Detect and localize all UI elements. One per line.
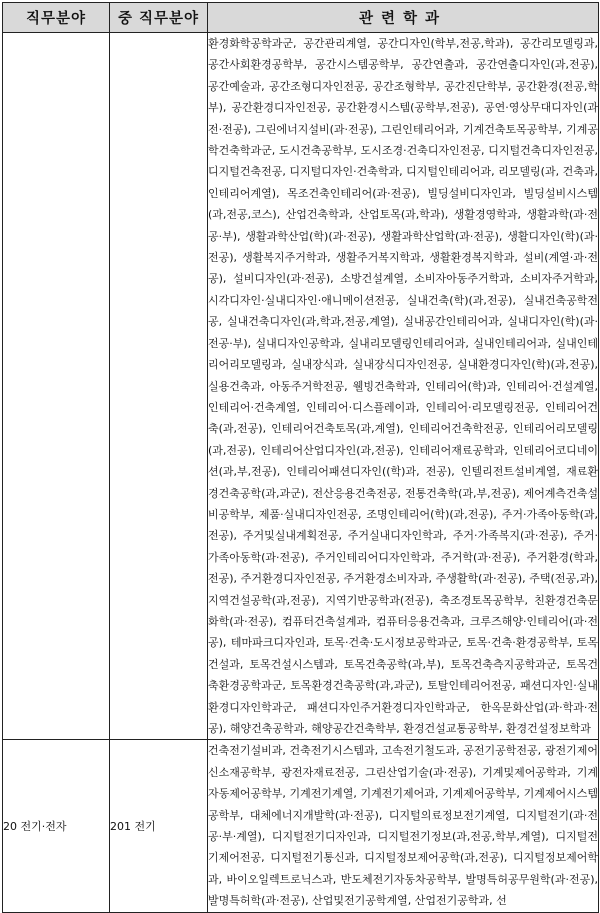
table-row	[3, 33, 599, 740]
majors-table	[2, 2, 599, 913]
related-majors-cell: 환경화학공학과군, 공간관리계열, 공간디자인(학부,전공,학과), 공간리모델링과, 공간사회환경공학부, 공간시스템공학부, 공간연출과, 공간연출디자인(과,전공), 공간예술과, 공간조형디자인전공, 공간조형학부, 공간진단학부, 공간환경(전공,학부), 공간환경디자인전공, 공간환경시스템(공학부,전공), 공연·영상무대디자인(과전·전공), 그린에너지설비(과·전공), 그린인테리어과, 기계건축토목공학부, 기계공학건축학과군, 도시건축공학부, 도시조경·건축디자인전공, 디지털건축디자인전공, 디지털건축전공, 디지털디자인·건축학과, 디지털인테리어과, 리모델링(과, 건축과, 인테리어계열), 목조건축인테리어(과·전공), 빌딩설비디자인과, 빌딩설비시스템(과,전공,코스), 산업건축학과, 산업토목(과,학과), 생활경영학과, 생활과학(과·전공·부), 생활과학산업(학)(과·전공), 생활과학산업학(과·전공), 생활디자인(학)(과·전공), 생활복지주거학과, 생활주거복지학과, 생활환경복지학과, 설비(계열·과·전공), 설비디자인(과·전공), 소방건설계열, 소비자아동주거학과, 소비자주거학과, 시각디자인·실내디자인·애니메이션전공, 실내건축(학)(과,전공), 실내건축공학전공, 실내건축디자인(과,학과,전공,계열), 실내공간인테리어과, 실내디자인(학)(과·전공·부), 실내디자인공학과, 실내리모델링인테리어과, 실내인테리어과, 실내인테리어리모델링과, 실내장식과, 실내장식디자인전공, 실내환경디자인(학)(과,전공), 실용건축과, 아동주거학전공, 웰빙건축학과, 인테리어(학)과, 인테리어·건설계열, 인테리어·건축계열, 인테리어·디스플레이과, 인테리어·리모델링전공, 인테리어건축(과,전공), 인테리어건축토목(과,계열), 인테리어건축학전공, 인테리어리모델링(과,전공), 인테리어산업디자인(과,전공), 인테리어재료공학과, 인테리어코디네이션(과,부,전공), 인테리어패션디자인((학)과, 전공), 인텔리전트설비계열, 재료환경건축공학(과,과군), 전산응용건축전공, 전통건축학(과,부,전공), 제어계측건축설비공학부, 제품·실내디자인전공, 조명인테리어(학)(과,전공), 주거·가족아동학(과,전공), 주거및실내계획전공, 주거실내디자인학과, 주거·가족복지(과·전공), 주거·가족아동학(과·전공), 주거인테리어디자인학과, 주거학(과·전공), 주거환경(학과,전공), 주거환경디자인전공, 주거환경소비자과, 주생활학(과·전공), 주택(전공,과), 지역건설공학(과,전공), 지역기반공학과(전공), 축조경토목공학부, 친환경건축문화학(과·전공), 컴퓨터건축설계과, 컴퓨터응용건축과, 크루즈해양·인테리어(과·전공), 테마파크디자인과, 토목·건축·도시정보공학과군, 토목·건축·환경공학부, 토목건설과, 토목건설시스템과, 토목건축공학(과,부), 토목건축측지공학과군, 토목건축환경공학과군, 토목환경건축공학(과,과군), 토탈인테리어전공, 패션디자인·실내환경디자인학과군, 패션디자인주거환경디자인학과군, 한옥문화산업(과·학과·전공), 해양건축공학과, 해양공간건축학부, 환경건설교통공학부, 환경건설정보학과	[208, 33, 599, 740]
header-job-field: 직무분야	[3, 3, 110, 33]
header-related-majors: 관련학과	[208, 3, 599, 33]
table-row	[3, 740, 599, 912]
job-field-cell	[3, 33, 110, 740]
sub-job-field-cell: 201 전기	[110, 740, 208, 912]
header-sub-job-field: 중 직무분야	[110, 3, 208, 33]
sub-job-field-cell	[110, 33, 208, 740]
job-field-cell: 20 전기·전자	[3, 740, 110, 912]
header-row	[3, 3, 599, 33]
related-majors-cell: 건축전기설비과, 건축전기시스템과, 고속전기철도과, 공전기공학전공, 광전기제어신소재공학부, 광전자재료전공, 그린산업기술(과·전공), 기계및제어공학과, 기계자동제어공학부, 기계전기계열, 기계전기제어과, 기계제어공학부, 기계제어시스템공학부, 대체에너지개발학(과·전공), 디지털의료정보전기계열, 디지털전기(과·전공·부·계열), 디지털전기디자인과, 디지털전기정보(과,전공,학부,계열), 디지털전기제어전공, 디지털전기통신과, 디지털정보제어공학(과,전공), 디지털정보제어학과, 바이오일렉트로닉스과, 반도체전기자동차공학부, 발명특허공무원학(과·전공), 발명특허학(과·전공), 산업및전기공학계열, 산업전기공학과, 선	[208, 740, 599, 912]
